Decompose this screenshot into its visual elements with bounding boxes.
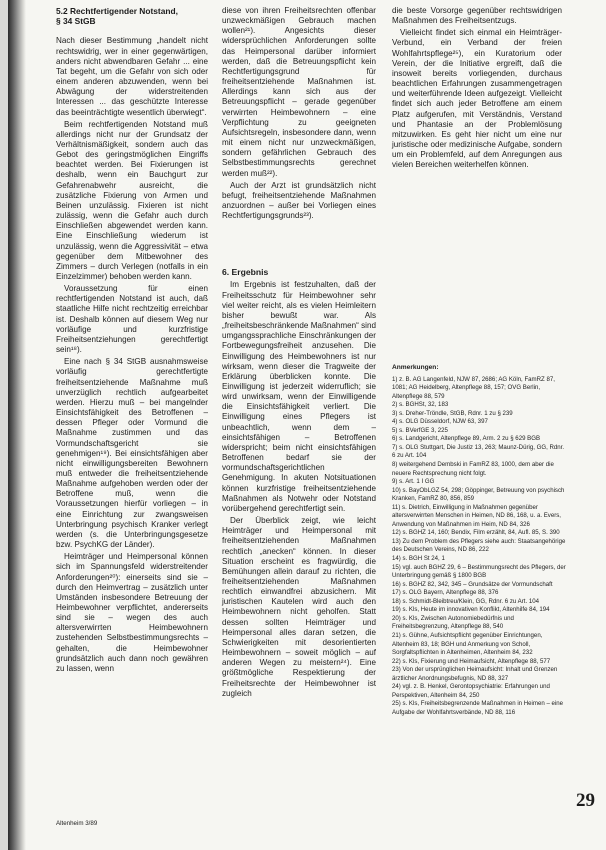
page-number: 29 [576,790,595,811]
paragraph: Eine nach § 34 StGB ausnahmsweise vorläufig gerechtfertigte freiheitsentziehende Maßnahme muß unverzüglich rechtlich aufgearbeitet werden. Hierzu muß – bei mangelnder Einsichtsfähigkeit des Betroffenen – dessen Pfleger oder Vormund die Maßnahme zustimmen und das Vormundschaftsgericht sie genehmigen¹⁹). Bei einsichtsfähigen aber nicht einwilligungsbereiten Bewohnern muß entweder die freiheitsentziehende Maßnahme aufgehoben werden oder der Betroffene muß, wenn die Voraussetzungen hierfür vorliegen – in eine Einrichtung zur zwangsweisen Unterbringung psychisch Kranker verlegt werden (s. die Unterbringungsgesetze bzw. PsychKG der Länder). [56,357,208,550]
footnote: 24) vgl. z. B. Henkel, Gerontopsychiatrie: Erfahrungen und Perspektiven, Altenheim 84, 250 [392,683,550,699]
footnote: 20) s. Kls, Zwischen Autonomiebedürfnis und Freiheitsbegrenzung, Altenpflege 88, 540 [392,614,514,631]
footnote: 19) s. Kls, Heute im innovativen Konflikt, Altenhilfe 84, 194 [392,606,550,614]
footnote: 25) s. Kls, Freiheitsbegrenzende Maßnahmen in Heimen – eine Aufgabe der Wohlfahrtsverbände, ND 88, 116 [392,700,564,716]
footnote: 14) s. BGH St 24, 1 [392,555,445,563]
paragraph: diese von ihren Freiheitsrechten offenbar unzweckmäßigen Gebrauch machen wollen²¹). Angesichts dieser widersprüchlichen Anforderungen sollte das Heimpersonal darüber informiert werden, daß die Betreuungspflicht kein Rechtfertigungsgrund für freiheitsentziehende Maßnahmen ist. Allerdings kann sich aus der Betreuungspflicht – gerade gegenüber verwirrten Heimbewohnern – eine Verpflichtung zu geeigneten Aufsichtsregeln, insbesondere dann, wenn mit einem nicht nur unzweckmäßigen, sondern gefährlichen Gebrauch des Selbstbestimmungsrechts gerechnet werden muß²²). [222,6,376,178]
footnote: 4) s. OLG Düsseldorf, NJW 63, 397 [392,418,488,426]
footnote: 23) Von der ursprünglichen Heimaufsicht: Inhalt und Grenzen ärztlicher Anordnungsbefugnis, ND 88, 327 [392,666,558,682]
text-column-3 [392,6,562,173]
footnote: 6) s. Landgericht, Altenpflege 89, Arm. 2 zu § 629 BGB [392,435,541,443]
paragraph: Der Überblick zeigt, wie leicht Heimträger und Heimpersonal mit freiheitsentziehenden Maßnahmen rechtlich „anecken“ können. In dieser Situation erscheint es fragwürdig, die Bemühungen allein darauf zu richten, die freiheitsentziehenden Maßnahmen rechtlich einwandfrei abzusichern. Mit juristischen Kautelen wird auch den Heimbewohnern nicht geholfen. Statt dessen sollten Heimträger und Heimpersonal alles daran setzen, die Schwierigkeiten mit desorientierten Heimbewohnern – soweit möglich – auf anderen Wegen zu meistern²⁴). Eine größtmögliche Respektierung der Freiheitsrechte der Heimbewohner ist zugleich [222,516,376,698]
section-heading-notstand: 5.2 Rechtfertigender Notstand, [56,6,178,16]
footnote: 1) z. B. AG Langenfeld, NJW 87, 2686; AG Köln, FamRZ 87, 1081; AG Heidelberg, Altenpflege 88, 157; OVG Berlin, Altenpflege 88, 579 [392,375,555,400]
paragraph: Voraussetzung für einen rechtfertigenden Notstand ist auch, daß staatliche Hilfe nicht rechtzeitig erreichbar ist. Deshalb können auf diesem Weg nur vorläufige und kurzfristige Freiheitsentziehungen gerechtfertigt sein¹⁸). [56,284,208,355]
footnote: 5) s. BVerfGE 3, 225 [392,426,448,434]
paragraph: die beste Vorsorge gegenüber rechtswidrigen Maßnahmen des Freiheitsentzugs. [392,6,562,26]
footnote: 18) s. Schmidt-Bleibtreu/Klein, GG, Rdnr. 6 zu Art. 104 [392,597,539,605]
paragraph: Beim rechtfertigenden Notstand muß allerdings nicht nur der Grundsatz der Verhältnismäßigkeit, sondern auch das Gebot des geringstmöglichen Eingriffs beachtet werden. Bei Fixierungen ist deshalb, wenn ein Bauchgurt zur Gefahrenabwehr ausreicht, die zusätzliche Fixierung von Armen und Beinen unzulässig. Fixieren ist nicht zulässig, wenn die Gefahr auch durch Einschließen abgewendet werden kann. Eine Einschließung wiederum ist unzulässig, wenn die Aggressivität – etwa gegenüber dem Mitbewohner des Zimmers – durch Verlegen (notfalls in ein Einzelzimmer) behoben werden kann. [56,119,208,281]
paragraph: Vielleicht findet sich einmal ein Heimträger-Verbund, ein Verband der freien Wohlfahrtspflege²⁵), ein Kuratorium oder Verein, der die Initiative ergreift, daß die insoweit bereits vorliegenden, durchaus beachtlichen Erfahrungen zusammengetragen und weiterführende Ideen aufgezeigt. Vielleicht findet sich auch jeder Betroffene am einem Platz aufgerufen, mit Verständnis, Verstand und Phantasie an der Problemlösung mitzuwirken. Es geht hier nicht um eine nur juristische oder medizinische Aufgabe, sondern um ein Problemfeld, auf dem Anregungen aus vielen Bereichen weiterhelfen können. [392,28,562,170]
footnote: 17) s. OLG Bayern, Altenpflege 88, 376 [392,589,499,597]
footnote: 3) s. Dreher-Tröndle, StGB, Rdnr. 1 zu § 239 [392,409,513,417]
footnote: 21) s. Gühne, Aufsichtspflicht gegenüber Einrichtungen, Altenheim 83, 18; BGH und Anmerkung von Scholl, Sorgfaltspflichten in Altenheimen, Altenheim 84, 232 [392,631,543,657]
section-heading-ergebnis: 6. Ergebnis [222,267,269,278]
paragraph: Auch der Arzt ist grundsätzlich nicht befugt, freiheitsentziehende Maßnahmen anzuordnen – außer bei Vorliegen eines Rechtfertigungsgrunds²³). [222,180,376,221]
footnotes-section [392,364,566,717]
footnote: 11) s. Dietrich, Einwilligung in Maßnahmen gegenüber altersverwirrten Menschen in Heimen, ND 86, 168, u. a. Evers, Anwendung von Maßnahmen im Heim, ND 84, 326 [392,503,562,528]
spacer [56,26,208,36]
footnote: 9) s. Art. 1 I GG [392,478,435,486]
footnote: 7) s. OLG Stuttgart, Die Justiz 13, 263; Maunz-Dürig, GG, Rdnr. 6 zu Art. 104 [392,443,565,460]
footnote: 13) Zu dem Problem des Pflegers siehe auch: Staatsangehörige des Deutschen Vereins, ND 86, 222 [392,537,566,554]
footnote: 12) s. BGHZ 14, 160; Bendix, Film erzählt, 84, Aufl. 85, S. 390 [392,529,560,537]
footnotes-list [392,376,566,718]
paragraph: Heimträger und Heimpersonal können sich im Spannungsfeld widerstreitender Anforderungen²⁰): einerseits sind sie – durch den Heimvertrag – zusätzlich unter Umständen insbesondere Betreuung der Heimbewohner verpflichtet, andererseits sind sie – wegen des auch altersverwirrten Heimbewohnern zustehenden Selbstbestimmungsrechts – gehalten, die Heimbewohner grundsätzlich auch dann noch gewähren zu lassen, wenn [56,552,208,673]
spacer [222,223,376,267]
paragraph: Im Ergebnis ist festzuhalten, daß der Freiheitsschutz für Heimbewohner sehr viel weiter reicht, als es vielen Heimleitern bisher bewußt war. Als „freiheitsbeschränkende Maßnahmen“ sind umgangssprachliche Einschränkungen der Fortbewegungsfreiheit anzusehen. Die Einwilligung des Heimbewohners ist nur wirksam, wenn dieser die Tragweite der Erklärung überblicken konnte. Die Einwilligung ist jederzeit widerruflich; sie wird unwirksam, wenn der Einwilligende die Einsichtsfähigkeit verliert. Die Einwilligung eines Pflegers ist unbeachtlich, wenn dem – einsichtsfähigen – Betroffenen widerspricht; beim nicht einsichtsfähigen Betroffenen bedarf sie der vormundschaftsgerichtlichen Genehmigung. In akuten Notsituationen können kurzfristige freiheitsentziehende Maßnahmen als Notwehr oder Notstand vorübergehend gerechtfertigt sein. [222,280,376,513]
footnotes-title: Anmerkungen: [392,364,439,371]
document-page [8,0,606,850]
footnote: 16) s. BGHZ 82, 342, 345 – Grundsätze der Vormundschaft [392,580,553,588]
text-column-1 [56,6,208,676]
footnote: 2) s. BGHSt, 32, 183 [392,401,449,409]
journal-footer: Altenheim 3/89 [56,820,98,827]
footnote: 22) s. Kls, Fixierung und Heimaufsicht, Altenpflege 88, 577 [392,657,551,665]
footnote: 8) weitergehend Dembski in FamRZ 83, 1000, dem aber die neuere Rechtsprechung nicht folgt. [392,461,554,477]
footnote: 10) s. BayObLGZ 54, 298; Göppinger, Betreuung von psychisch Kranken, FamRZ 80, 856, 859 [392,486,565,503]
section-heading-notstand-line2: § 34 StGB [56,16,96,27]
text-column-2 [222,6,376,701]
scan-edge-shadow [8,0,26,850]
footnote: 15) vgl. auch BGHZ 29, 6 – Bestimmungsrecht des Pflegers, der Unterbringung gemäß § 1800 BGB [392,563,566,580]
paragraph: Nach dieser Bestimmung „handelt nicht rechtswidrig, wer in einer gegenwärtigen, anders nicht abwendbaren Gefahr ... eine Tat begeht, um die Gefahr von sich oder einem anderen abzuwenden, wenn bei Abwägung der widerstreitenden Interessen ... das geschützte Interesse das beeinträchtigte wesentlich überwiegt“. [56,36,208,117]
